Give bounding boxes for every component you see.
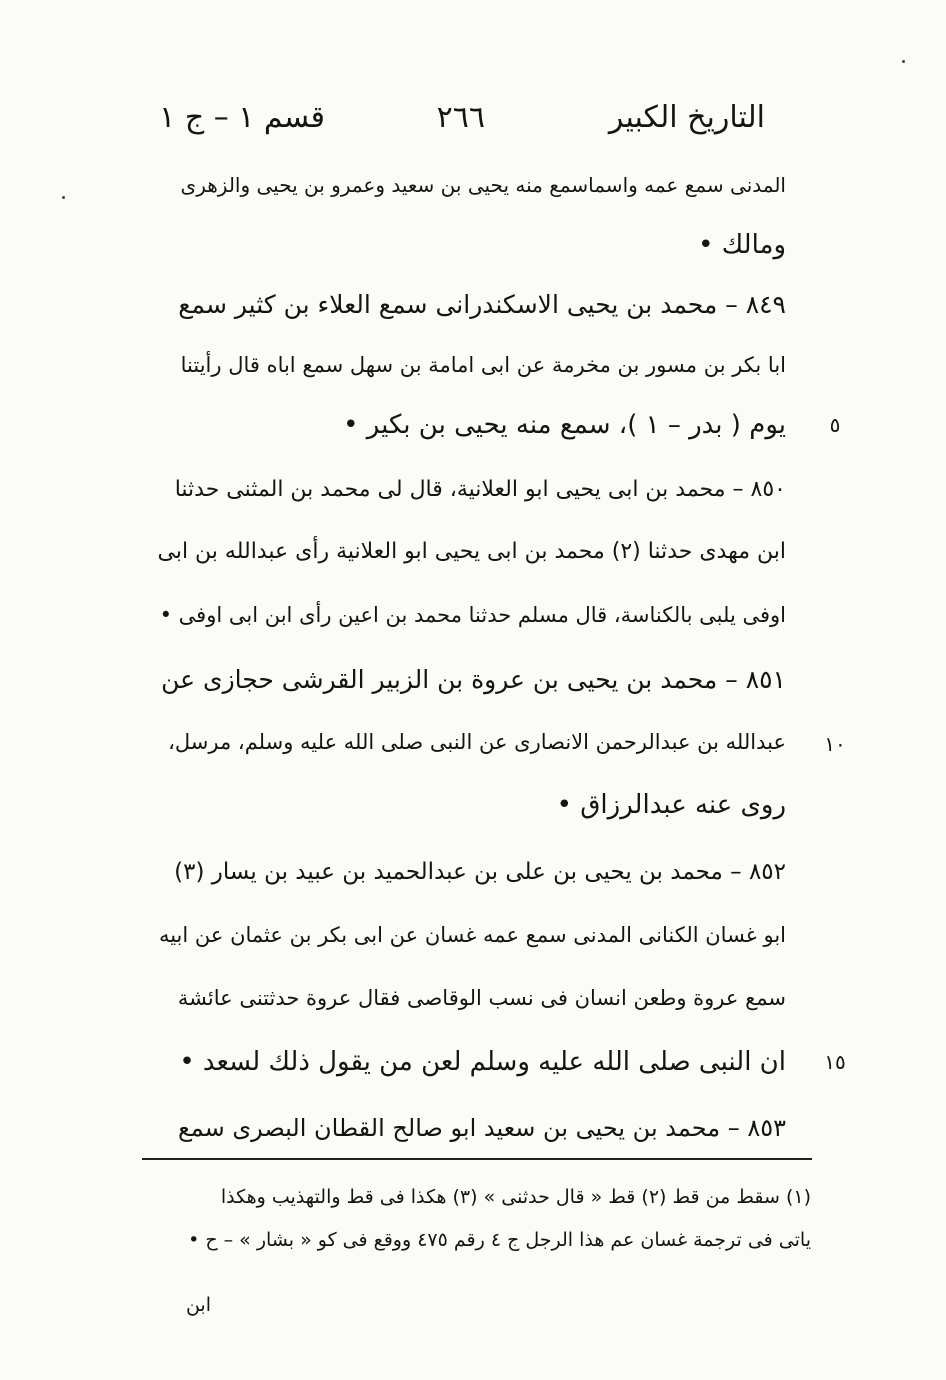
entry-853-heading: ٨٥٣ – محمد بن يحيى بن سعيد ابو صالح القطان البصرى سمع (177, 1114, 786, 1142)
scan-speck (62, 196, 65, 199)
text-line: ابن مهدى حدثنا (٢) محمد بن ابى يحيى ابو العلانية رأى عبدالله بن ابى (157, 539, 786, 564)
entry-849-heading: ٨٤٩ – محمد بن يحيى الاسكندرانى سمع العلاء بن كثير سمع (178, 290, 786, 319)
scan-speck (902, 60, 905, 63)
footnote-line: ياتى فى ترجمة غسان عم هذا الرجل ج ٤ رقم ٤٧٥ ووقع فى كو « بشار » – ح • (188, 1229, 811, 1251)
text-line: عبدالله بن عبدالرحمن الانصارى عن النبى صلى الله عليه وسلم، مرسل، (168, 730, 786, 754)
page-header (159, 100, 765, 150)
entry-850-heading: ٨٥٠ – محمد بن ابى يحيى ابو العلانية، قال لى محمد بن المثنى حدثنا (174, 477, 786, 502)
page-number: ٢٦٦ (436, 100, 485, 135)
margin-line-number: ٥ (829, 413, 841, 437)
entry-852-heading: ٨٥٢ – محمد بن يحيى بن على بن عبدالحميد بن عبيد بن يسار (٣) (174, 859, 786, 885)
text-line: يوم ( بدر – ١ )، سمع منه يحيى بن بكير • (343, 410, 786, 440)
text-line: ابو غسان الكنانى المدنى سمع عمه غسان عن ابى بكر بن عثمان عن ابيه (158, 923, 786, 947)
text-line: روى عنه عبدالرزاق • (556, 790, 786, 820)
footnote-line: (١) سقط من قط (٢) قط « قال حدثنى » (٣) هكذا فى قط والتهذيب وهكذا (220, 1186, 811, 1208)
section-volume-label: قسم ١ – ج ١ (159, 100, 325, 135)
text-line: ابا بكر بن مسور بن مخرمة عن ابى امامة بن سهل سمع اباه قال رأيتنا (180, 353, 786, 377)
margin-line-number: ١٠ (824, 732, 846, 756)
entry-851-heading: ٨٥١ – محمد بن يحيى بن عروة بن الزبير القرشى حجازى عن (161, 665, 786, 694)
text-line: سمع عروة وطعن انسان فى نسب الوقاصى فقال عروة حدثتنى عائشة (177, 986, 786, 1010)
margin-line-number: ١٥ (824, 1050, 846, 1074)
text-line: ومالك • (698, 230, 786, 260)
text-line: المدنى سمع عمه واسماسمع منه يحيى بن سعيد وعمرو بن يحيى والزهرى (180, 173, 786, 197)
footnote-separator (142, 1158, 812, 1160)
text-line: اوفى يلبى بالكناسة، قال مسلم حدثنا محمد بن اعين رأى ابن ابى اوفى • (159, 603, 786, 627)
text-line: ان النبى صلى الله عليه وسلم لعن من يقول ذلك لسعد • (179, 1047, 786, 1077)
running-title: التاريخ الكبير (608, 100, 765, 135)
footnote-catchword: ابن (185, 1294, 211, 1316)
